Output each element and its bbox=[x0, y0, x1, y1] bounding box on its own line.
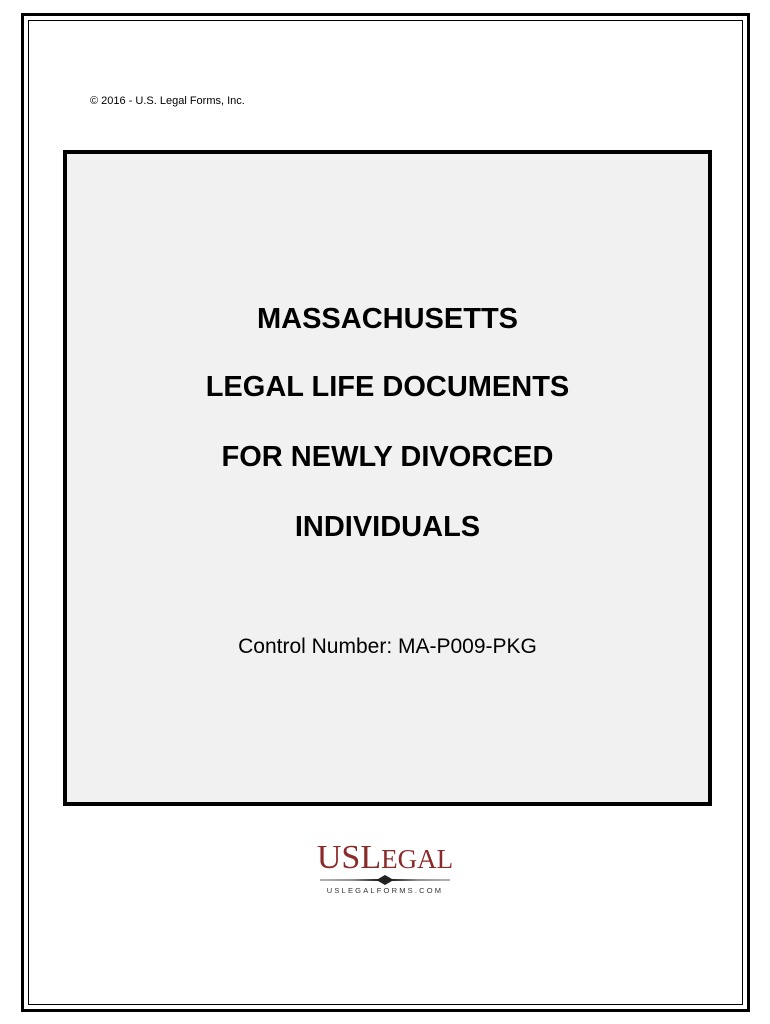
title-line-state: MASSACHUSETTS bbox=[256, 303, 518, 335]
copyright-notice: © 2016 - U.S. Legal Forms, Inc. bbox=[90, 95, 245, 107]
eagle-icon bbox=[300, 874, 470, 886]
logo-url: USLEGALFORMS.COM bbox=[326, 886, 444, 895]
title-line-audience: FOR NEWLY DIVORCED bbox=[221, 441, 554, 473]
title-line-individuals: INDIVIDUALS bbox=[294, 511, 481, 543]
logo-wordmark: USLEGAL bbox=[316, 839, 454, 876]
uslegal-logo bbox=[300, 840, 470, 900]
title-line-documents: LEGAL LIFE DOCUMENTS bbox=[205, 371, 570, 403]
control-number: Control Number: MA-P009-PKG bbox=[238, 635, 537, 658]
cover-title-box bbox=[63, 150, 712, 806]
